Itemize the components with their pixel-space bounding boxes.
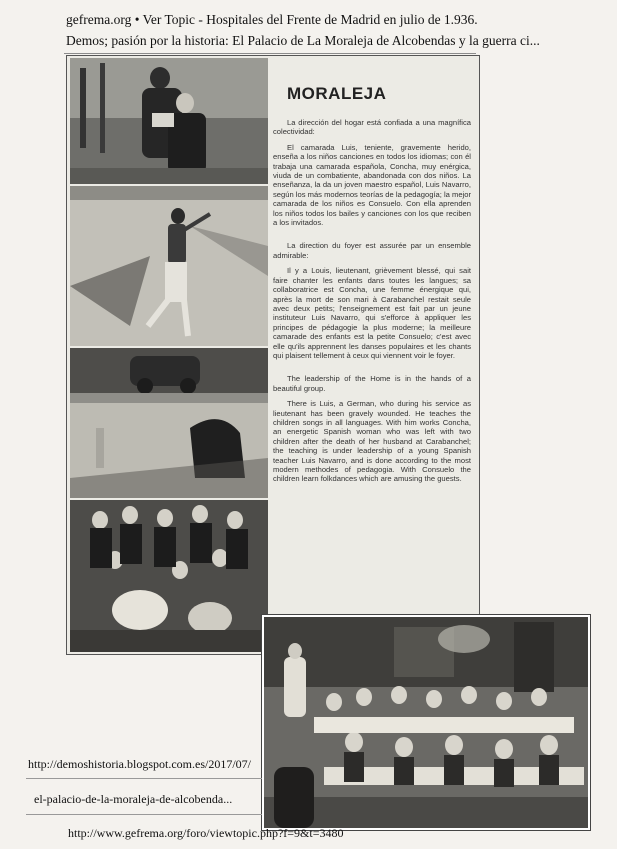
blog-url-part-2[interactable]: el-palacio-de-la-moraleja-de-alcobenda... [34,792,233,806]
photo-boy-crouching [70,348,268,498]
photo-children-dining-hall [262,615,590,830]
header-blog-title: Demos; pasión por la historia: El Palacio de La Moraleja de Alcobendas y la guerra ci... [66,33,540,48]
english-paragraph-1: The leadership of the Home is in the hands of a beautiful group. [273,374,471,393]
header-source-title: gefrema.org • Ver Topic - Hospitales del Frente de Madrid en julio de 1.936. [66,12,478,27]
url1-divider [26,778,262,779]
french-paragraph-1: La direction du foyer est assurée par un ensemble admirable: [273,241,471,260]
forum-url[interactable]: http://www.gefrema.org/foro/viewtopic.php?f=9&t=3480 [68,826,344,840]
spanish-paragraph-2: El camarada Luis, teniente, gravemente herido, enseña a los niños canciones en todos los idiomas; con él trabaja una camarada española, Concha, muy enérgica, viuda de un combatiente, abandonada con dos niños. La enseñanza, la da un joven maestro español, Luis Navarro, según los más modernos teorías de la pedagogía; la mejor camarada de los niños es Consuelo. Con ella aprenden los niños todos los bailes y canciones con los que reciben a los invitados. [273,142,471,228]
photo-children-band [70,500,268,652]
article-title: MORALEJA [287,84,387,103]
blog-url-part-1[interactable]: http://demoshistoria.blogspot.com.es/2017/07/ [28,757,251,771]
url2-divider [26,814,262,815]
photo-boys-reading [70,58,268,184]
scanned-magazine-page [66,55,480,655]
spanish-paragraph-1: La dirección del hogar está confiada a una magnífica colectividad: [273,118,471,137]
english-paragraph-2: There is Luis, a German, who during his service as lieutenant has been gravely wounded. He teaches the children songs in all languages. With him works Concha, an energetic Spanish woman who was left with two children after the death of her husband at Carabanchel; the teaching is under leadership of a young Spanish teacher Luis Navarro, and is done according to the most modern methodes of pedagogia. With Consuelo the children learn folkdances which are amusing the guests. [273,399,471,484]
header-divider [64,53,476,54]
french-paragraph-2: Il y a Louis, lieutenant, grièvement blessé, qui sait faire chanter les enfants dans toutes les langues; sa collaboratrice est Concha, une femme énergique qui, après la mort de son mari à Carabanchel restait seule avec deux petits; l'enseignement est fait par un jeune instituteur Luis Navarro, qui s'efforce à appliquer les principes de pédagogie la plus moderne; la meilleure camarade des enfants est la petite Consuelo; c'est avec elle qu'ils apprennent les danses populaires et les chants qui plaisent tellement à ceux qui viennent voir le foyer. [273,266,471,360]
article-column [273,84,471,490]
photo-boy-exercising [70,186,268,346]
